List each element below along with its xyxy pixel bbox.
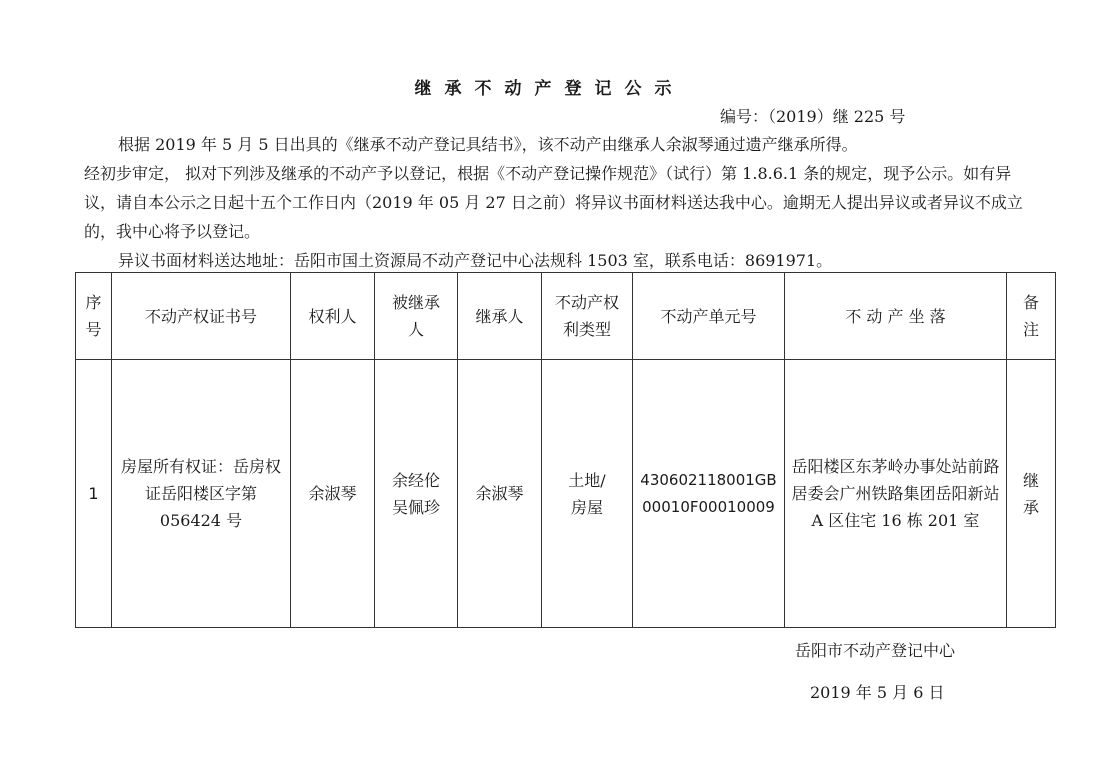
- header-unit-no: 不动产单元号: [633, 273, 785, 360]
- header-cert: 不动产权证书号: [112, 273, 291, 360]
- document-title: 继承不动产登记公示: [414, 79, 685, 99]
- header-remark: 备注: [1007, 273, 1056, 360]
- cell-right-type: [542, 360, 633, 628]
- header-location: 不 动 产 坐 落: [785, 273, 1007, 360]
- cell-decedent: [375, 360, 458, 628]
- paragraph-intro: 根据 2019 年 5 月 5 日出具的《继承不动产登记具结书》，该不动产由继承人余淑琴通过遗产继承所得。: [118, 135, 858, 154]
- cell-unit-no: 430602118001GB00010F00010009: [633, 360, 785, 628]
- document-number: 编号：（2019）继 225 号: [720, 107, 906, 126]
- cell-heir: 余淑琴: [458, 360, 542, 628]
- table-header-row: [76, 273, 1056, 360]
- cell-cert: 房屋所有权证：岳房权证岳阳楼区字第 056424 号: [112, 360, 291, 628]
- table-row: [76, 360, 1056, 628]
- issue-date: 2019 年 5 月 6 日: [810, 683, 945, 702]
- cell-location: 岳阳楼区东茅岭办事处站前路居委会广州铁路集团岳阳新站 A 区住宅 16 栋 201 室: [785, 360, 1007, 628]
- cell-seq: 1: [76, 360, 112, 628]
- header-seq: 序号: [76, 273, 112, 360]
- decedent-name-1: 余经伦: [391, 470, 440, 490]
- registration-table: [75, 272, 1056, 628]
- decedent-name-2: 吴佩珍: [391, 497, 440, 517]
- header-decedent: 被继承人: [375, 273, 458, 360]
- right-type-line-2: 房屋: [570, 497, 603, 517]
- right-type-line-1: 土地/: [568, 470, 606, 490]
- cell-remark: 继承: [1007, 360, 1056, 628]
- header-right-type: 不动产权利类型: [542, 273, 633, 360]
- cell-owner: 余淑琴: [291, 360, 375, 628]
- header-owner: 权利人: [291, 273, 375, 360]
- issuer-name: 岳阳市不动产登记中心: [795, 641, 956, 660]
- paragraph-review: 经初步审定， 拟对下列涉及继承的不动产予以登记，根据《不动产登记操作规范》（试行）第 1.8.6.1 条的规定，现予公示。如有异议，请自本公示之日起十五个工作日内（2019 年 05 月 27 日之前）将异议书面材料送达我中心。逾期无人提出异议或者异议不成立的，我中心将予以登记。: [84, 164, 1023, 241]
- header-heir: 继承人: [458, 273, 542, 360]
- paragraph-address: 异议书面材料送达地址：岳阳市国土资源局不动产登记中心法规科 1503 室，联系电话：8691971。: [118, 251, 833, 270]
